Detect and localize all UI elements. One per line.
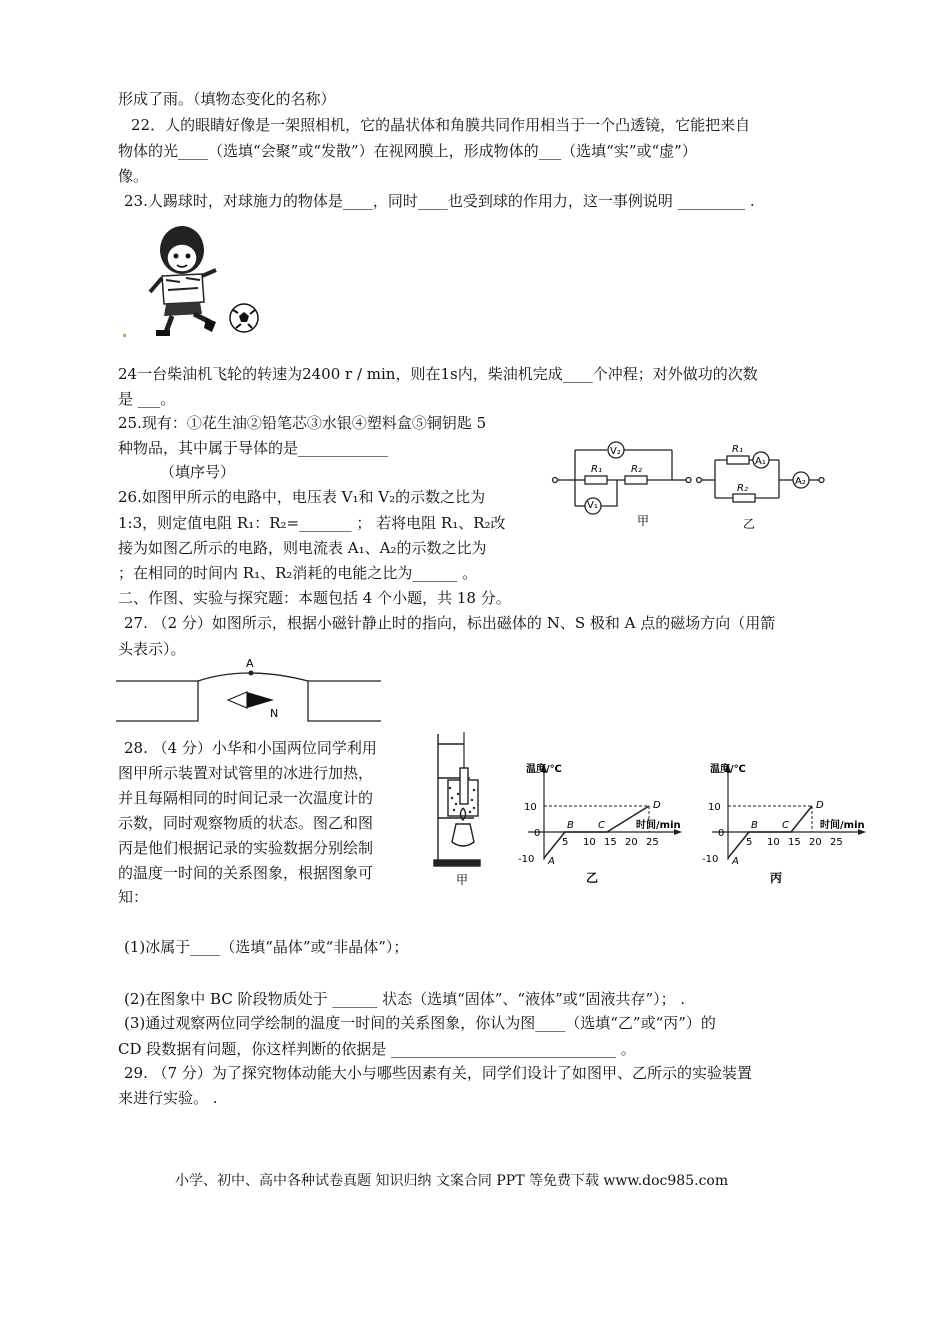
needle-n-label: N bbox=[270, 707, 279, 720]
question-28-2: (2)在图象中 BC 阶段物质处于 ______ 状态（选填“固体”、“液体”或“固液共存”）； . bbox=[124, 990, 686, 1008]
point-label-a: A bbox=[732, 856, 739, 867]
text-line: 是 ___。 bbox=[118, 390, 176, 408]
text-line: 示数，同时观察物质的状态。图乙和图 bbox=[118, 814, 374, 832]
meter-a2-label: A₂ bbox=[795, 476, 806, 487]
text-line: 丙是他们根据记录的实验数据分别绘制 bbox=[118, 839, 374, 857]
text-line: 的温度一时间的关系图象，根据图象可 bbox=[118, 864, 374, 882]
circuit-jia-label: 甲 bbox=[637, 514, 650, 528]
y-tick-label: -10 bbox=[518, 854, 535, 865]
x-axis-label: 时间/min bbox=[636, 820, 681, 831]
x-tick-label: 5 bbox=[746, 837, 753, 848]
heating-apparatus bbox=[430, 728, 490, 888]
r1-label: R₁ bbox=[591, 464, 602, 475]
meter-v1-label: V₁ bbox=[587, 500, 598, 511]
magnet-diagram bbox=[116, 655, 381, 725]
question-29: 29. （7 分）为了探究物体动能大小与哪些因素有关，同学们设计了如图甲、乙所示的实验装置 bbox=[124, 1064, 752, 1082]
question-26: 26.如图甲所示的电路中，电压表 V₁和 V₂的示数之比为 bbox=[118, 488, 486, 506]
point-label-b: B bbox=[751, 820, 758, 831]
r1-label: R₁ bbox=[732, 444, 743, 455]
point-a-label: A bbox=[246, 657, 254, 670]
text-line: 1:3，则定值电阻 R₁：R₂=_______ ； 若将电阻 R₁、R₂改 bbox=[118, 514, 506, 532]
chart-title: 乙 bbox=[586, 871, 599, 885]
y-tick-label: -10 bbox=[702, 854, 719, 865]
apparatus-label: 甲 bbox=[456, 873, 469, 887]
x-tick-label: 15 bbox=[604, 837, 617, 848]
text-line: 并且每隔相同的时间记录一次温度计的 bbox=[118, 789, 374, 807]
question-27: 27. （2 分）如图所示，根据小磁针静止时的指向，标出磁体的 N、S 极和 A 点的磁场方向（用箭 bbox=[124, 614, 776, 632]
point-label-d: D bbox=[653, 800, 661, 811]
page-footer: 小学、初中、高中各种试卷真题 知识归纳 文案合同 PPT 等免费下载 www.doc985.com bbox=[175, 1173, 729, 1189]
text-line: ；在相同的时间内 R₁、R₂消耗的电能之比为______ 。 bbox=[118, 564, 478, 582]
point-label-d: D bbox=[816, 800, 824, 811]
meter-a1-label: A₁ bbox=[755, 456, 766, 467]
r2-label: R₂ bbox=[737, 483, 748, 494]
y-tick-label: 0 bbox=[534, 828, 541, 839]
text-line: 图甲所示装置对试管里的冰进行加热， bbox=[118, 764, 374, 782]
chart-title: 丙 bbox=[770, 871, 783, 885]
chart-yi bbox=[508, 758, 690, 886]
text-line: （填序号） bbox=[160, 463, 236, 481]
text-line: 知： bbox=[118, 888, 149, 906]
question-25: 25.现有：①花生油②铅笔芯③水银④塑料盒⑤铜钥匙 5 bbox=[118, 414, 487, 432]
circuit-diagrams bbox=[547, 432, 837, 537]
question-28: 28. （4 分）小华和小国两位同学利用 bbox=[124, 739, 377, 757]
text-line: 种物品，其中属于导体的是____________ bbox=[118, 439, 389, 457]
boy-kicking-ball-illustration bbox=[120, 218, 270, 343]
x-tick-label: 5 bbox=[562, 837, 569, 848]
chart-bing bbox=[692, 758, 874, 886]
circuit-yi-label: 乙 bbox=[743, 517, 756, 531]
text-line: 接为如图乙所示的电路，则电流表 A₁、A₂的示数之比为 bbox=[118, 539, 487, 557]
text-line: 头表示）。 bbox=[118, 640, 186, 658]
text-line: 物体的光____（选填“会聚”或“发散”）在视网膜上，形成物体的___（选填“实”或“虚”） bbox=[118, 142, 697, 160]
y-axis-label: 温度/℃ bbox=[526, 764, 562, 775]
question-28-1: (1)冰属于____（选填“晶体”或“非晶体”）； bbox=[124, 938, 409, 956]
point-label-a: A bbox=[548, 856, 555, 867]
point-label-b: B bbox=[567, 820, 574, 831]
x-tick-label: 10 bbox=[767, 837, 780, 848]
x-tick-label: 10 bbox=[583, 837, 596, 848]
x-tick-label: 20 bbox=[625, 837, 638, 848]
question-22: 22．人的眼睛好像是一架照相机，它的晶状体和角膜共同作用相当于一个凸透镜，它能把来自 bbox=[131, 116, 751, 134]
text-line: 形成了雨。（填物态变化的名称） bbox=[118, 90, 336, 108]
y-tick-label: 10 bbox=[708, 802, 721, 813]
section-heading: 二、作图、实验与探究题：本题包括 4 个小题，共 18 分。 bbox=[118, 589, 511, 607]
question-28-3: (3)通过观察两位同学绘制的温度一时间的关系图象，你认为图____（选填“乙”或“丙”）的 bbox=[124, 1014, 716, 1032]
question-24: 24一台柴油机飞轮的转速为2400 r / min，则在1s内，柴油机完成____个冲程；对外做功的次数 bbox=[118, 365, 758, 383]
meter-v2-label: V₂ bbox=[610, 446, 621, 457]
x-tick-label: 25 bbox=[830, 837, 843, 848]
y-axis-label: 温度/℃ bbox=[710, 764, 746, 775]
y-tick-label: 0 bbox=[718, 828, 725, 839]
x-tick-label: 20 bbox=[809, 837, 822, 848]
question-23: 23.人踢球时，对球施力的物体是____，同时____也受到球的作用力，这一事例说明 _________ . bbox=[124, 192, 755, 210]
text-line: 来进行实验。 . bbox=[118, 1089, 218, 1107]
point-label-c: C bbox=[782, 820, 789, 831]
y-tick-label: 10 bbox=[524, 802, 537, 813]
text-line: 像。 bbox=[118, 167, 149, 185]
point-label-c: C bbox=[598, 820, 605, 831]
text-line: CD 段数据有问题，你这样判断的依据是 ______________________________ 。 bbox=[118, 1040, 636, 1058]
x-tick-label: 15 bbox=[788, 837, 801, 848]
x-tick-label: 25 bbox=[646, 837, 659, 848]
r2-label: R₂ bbox=[631, 464, 642, 475]
x-axis-label: 时间/min bbox=[820, 820, 865, 831]
